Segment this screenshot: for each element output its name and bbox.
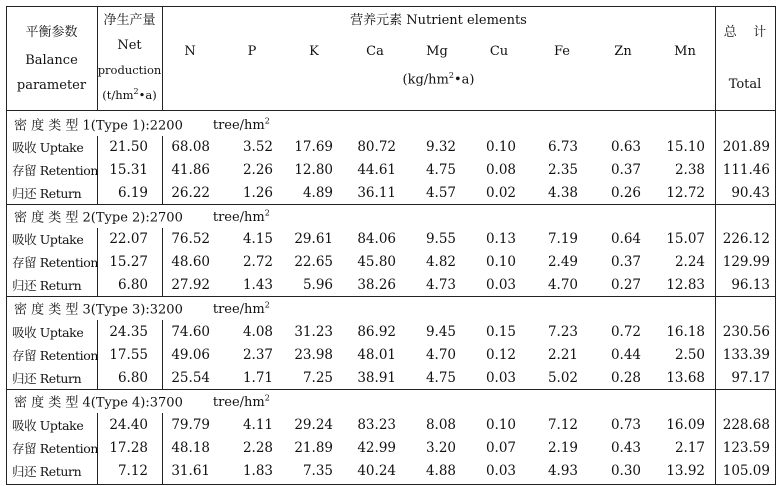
- cell-k: 31.23: [294, 324, 333, 340]
- cell-n: 79.79: [171, 417, 210, 433]
- cell-k: 17.69: [294, 139, 333, 155]
- cell-n: 31.61: [171, 463, 210, 479]
- cell-k: 12.80: [294, 162, 333, 178]
- cell-mg: 4.82: [425, 254, 456, 270]
- cell-cu: 0.13: [485, 231, 516, 247]
- cell-mn: 15.10: [666, 139, 705, 155]
- cell-n: 76.52: [171, 231, 210, 247]
- cell-mn: 2.24: [674, 254, 705, 270]
- cell-n: 49.06: [171, 347, 210, 363]
- cell-net-production: 15.31: [109, 162, 148, 178]
- cell-net-production: 24.35: [109, 324, 148, 340]
- cell-mg: 4.70: [425, 347, 456, 363]
- cell-ca: 84.06: [357, 231, 396, 247]
- cell-n: 48.60: [171, 254, 210, 270]
- cell-mg: 9.55: [425, 231, 456, 247]
- cell-k: 23.98: [294, 347, 333, 363]
- row-label: 吸收 Uptake: [12, 232, 84, 247]
- cell-zn: 0.37: [610, 254, 641, 270]
- element-header-zn: Zn: [614, 44, 632, 59]
- row-label: 归还 Return: [12, 464, 82, 479]
- element-header-mn: Mn: [674, 44, 696, 59]
- cell-fe: 2.35: [547, 162, 578, 178]
- density-type-title: 密 度 类 型 1(Type 1):2200 tree/$hm^2$: [14, 117, 270, 134]
- net-prod-header-en-2: production: [97, 63, 162, 77]
- cell-net-production: 17.55: [109, 347, 148, 363]
- cell-n: 48.18: [171, 440, 210, 456]
- cell-p: 1.43: [242, 277, 273, 293]
- cell-net-production: 17.28: [109, 440, 148, 456]
- cell-cu: 0.12: [485, 347, 516, 363]
- cell-cu: 0.10: [485, 139, 516, 155]
- cell-fe: 5.02: [547, 370, 578, 386]
- section-4-rule: [6, 389, 776, 390]
- cell-zn: 0.27: [610, 277, 641, 293]
- cell-cu: 0.03: [485, 277, 516, 293]
- net-prod-header-cn: 净生产量: [103, 13, 156, 28]
- cell-zn: 0.64: [610, 231, 641, 247]
- cell-zn: 0.63: [610, 139, 641, 155]
- cell-mg: 4.75: [425, 370, 456, 386]
- cell-zn: 0.28: [610, 370, 641, 386]
- row-label: 存留 Retention: [12, 348, 99, 363]
- cell-p: 3.52: [242, 139, 273, 155]
- cell-p: 2.72: [242, 254, 273, 270]
- nutrient-elements-title: 营养元素 Nutrient elements: [350, 13, 527, 28]
- density-type-title: 密 度 类 型 2(Type 2):2700 tree/$hm^2$: [14, 209, 270, 226]
- nutrient-unit: $(kg/hm^2•a)$: [402, 71, 475, 88]
- cell-k: 4.89: [302, 185, 333, 201]
- cell-p: 2.28: [242, 440, 273, 456]
- cell-net-production: 7.12: [117, 463, 148, 479]
- cell-mg: 9.32: [425, 139, 456, 155]
- row-label: 存留 Retention: [12, 255, 99, 270]
- cell-mg: 8.08: [425, 417, 456, 433]
- cell-fe: 4.38: [547, 185, 578, 201]
- cell-total: 230.56: [722, 324, 770, 340]
- cell-mn: 2.38: [674, 162, 705, 178]
- cell-total: 90.43: [731, 185, 770, 201]
- cell-cu: 0.15: [485, 324, 516, 340]
- cell-p: 2.26: [242, 162, 273, 178]
- cell-ca: 38.26: [357, 277, 396, 293]
- section-3-rule: [6, 296, 776, 297]
- row-label: 归还 Return: [12, 371, 82, 386]
- cell-cu: 0.03: [485, 463, 516, 479]
- cell-k: 5.96: [302, 277, 333, 293]
- cell-cu: 0.07: [485, 440, 516, 456]
- header-bottom-rule: [6, 110, 776, 111]
- cell-cu: 0.10: [485, 417, 516, 433]
- cell-net-production: 21.50: [109, 139, 148, 155]
- cell-mg: 4.75: [425, 162, 456, 178]
- row-label: 吸收 Uptake: [12, 140, 84, 155]
- balance-header-en-1: Balance: [25, 53, 78, 68]
- cell-fe: 4.93: [547, 463, 578, 479]
- cell-ca: 42.99: [357, 440, 396, 456]
- cell-mg: 3.20: [425, 440, 456, 456]
- cell-total: 226.12: [722, 231, 770, 247]
- cell-total: 133.39: [722, 347, 770, 363]
- cell-k: 22.65: [294, 254, 333, 270]
- cell-ca: 40.24: [357, 463, 396, 479]
- cell-fe: 7.12: [547, 417, 578, 433]
- cell-cu: 0.03: [485, 370, 516, 386]
- row-label: 归还 Return: [12, 278, 82, 293]
- cell-p: 1.83: [242, 463, 273, 479]
- net-prod-header-unit: $(t/hm^2•a)$: [102, 87, 157, 102]
- cell-net-production: 15.27: [109, 254, 148, 270]
- cell-fe: 2.49: [547, 254, 578, 270]
- table-right-border: [775, 6, 776, 485]
- density-type-title: 密 度 类 型 3(Type 3):3200 tree/$hm^2$: [14, 301, 270, 318]
- row-label: 存留 Retention: [12, 163, 99, 178]
- row-label: 存留 Retention: [12, 441, 99, 456]
- cell-ca: 80.72: [357, 139, 396, 155]
- cell-mn: 2.50: [674, 347, 705, 363]
- cell-p: 4.08: [242, 324, 273, 340]
- element-header-cu: Cu: [489, 44, 509, 59]
- table-bottom-rule: [6, 484, 776, 485]
- cell-net-production: 24.40: [109, 417, 148, 433]
- cell-total: 228.68: [722, 417, 770, 433]
- cell-fe: 7.19: [547, 231, 578, 247]
- cell-ca: 83.23: [357, 417, 396, 433]
- cell-k: 29.61: [294, 231, 333, 247]
- cell-p: 4.11: [242, 417, 273, 433]
- cell-k: 21.89: [294, 440, 333, 456]
- cell-k: 7.35: [302, 463, 333, 479]
- cell-total: 97.17: [731, 370, 770, 386]
- cell-ca: 48.01: [357, 347, 396, 363]
- cell-zn: 0.72: [610, 324, 641, 340]
- cell-k: 29.24: [294, 417, 333, 433]
- cell-total: 201.89: [722, 139, 770, 155]
- element-header-n: N: [184, 44, 196, 59]
- cell-cu: 0.10: [485, 254, 516, 270]
- cell-zn: 0.26: [610, 185, 641, 201]
- total-header-en: Total: [728, 77, 762, 92]
- cell-ca: 86.92: [357, 324, 396, 340]
- cell-net-production: 22.07: [109, 231, 148, 247]
- section-2-rule: [6, 204, 776, 205]
- cell-mn: 12.72: [666, 185, 705, 201]
- cell-total: 129.99: [722, 254, 770, 270]
- cell-net-production: 6.19: [117, 185, 148, 201]
- cell-ca: 38.91: [357, 370, 396, 386]
- cell-cu: 0.08: [485, 162, 516, 178]
- row-label: 吸收 Uptake: [12, 325, 84, 340]
- cell-p: 2.37: [242, 347, 273, 363]
- total-header-cn: 总 计: [723, 25, 767, 40]
- cell-n: 41.86: [171, 162, 210, 178]
- table-left-border: [6, 6, 7, 485]
- row-label: 吸收 Uptake: [12, 418, 84, 433]
- cell-fe: 4.70: [547, 277, 578, 293]
- cell-cu: 0.02: [485, 185, 516, 201]
- cell-total: 105.09: [722, 463, 770, 479]
- cell-fe: 6.73: [547, 139, 578, 155]
- table-top-rule: [6, 6, 776, 7]
- cell-net-production: 6.80: [117, 370, 148, 386]
- element-header-p: P: [247, 44, 257, 59]
- element-header-fe: Fe: [553, 44, 570, 59]
- cell-n: 25.54: [171, 370, 210, 386]
- cell-total: 96.13: [731, 277, 770, 293]
- cell-ca: 36.11: [357, 185, 396, 201]
- cell-k: 7.25: [302, 370, 333, 386]
- cell-n: 74.60: [171, 324, 210, 340]
- cell-zn: 0.30: [610, 463, 641, 479]
- cell-p: 1.26: [242, 185, 273, 201]
- cell-p: 4.15: [242, 231, 273, 247]
- cell-total: 111.46: [722, 162, 770, 178]
- cell-fe: 2.21: [547, 347, 578, 363]
- element-header-k: K: [309, 44, 319, 59]
- cell-zn: 0.44: [610, 347, 641, 363]
- cell-mn: 13.68: [666, 370, 705, 386]
- element-header-ca: Ca: [366, 44, 384, 59]
- cell-p: 1.71: [242, 370, 273, 386]
- cell-mn: 16.18: [666, 324, 705, 340]
- cell-mg: 4.73: [425, 277, 456, 293]
- cell-zn: 0.43: [610, 440, 641, 456]
- density-type-title: 密 度 类 型 4(Type 4):3700 tree/$hm^2$: [14, 394, 270, 411]
- cell-ca: 45.80: [357, 254, 396, 270]
- element-header-mg: Mg: [426, 44, 448, 59]
- cell-mg: 9.45: [425, 324, 456, 340]
- cell-mn: 15.07: [666, 231, 705, 247]
- cell-n: 26.22: [171, 185, 210, 201]
- cell-mg: 4.88: [425, 463, 456, 479]
- cell-net-production: 6.80: [117, 277, 148, 293]
- cell-zn: 0.73: [610, 417, 641, 433]
- cell-fe: 2.19: [547, 440, 578, 456]
- cell-n: 27.92: [171, 277, 210, 293]
- row-label: 归还 Return: [12, 186, 82, 201]
- cell-total: 123.59: [722, 440, 770, 456]
- cell-mg: 4.57: [425, 185, 456, 201]
- cell-mn: 13.92: [666, 463, 705, 479]
- cell-mn: 12.83: [666, 277, 705, 293]
- cell-ca: 44.61: [357, 162, 396, 178]
- cell-n: 68.08: [171, 139, 210, 155]
- cell-mn: 16.09: [666, 417, 705, 433]
- cell-mn: 2.17: [674, 440, 705, 456]
- cell-fe: 7.23: [547, 324, 578, 340]
- cell-zn: 0.37: [610, 162, 641, 178]
- net-prod-header-en-1: Net: [117, 38, 142, 53]
- balance-header-cn: 平衡参数: [25, 25, 78, 40]
- balance-header-en-2: parameter: [16, 78, 87, 93]
